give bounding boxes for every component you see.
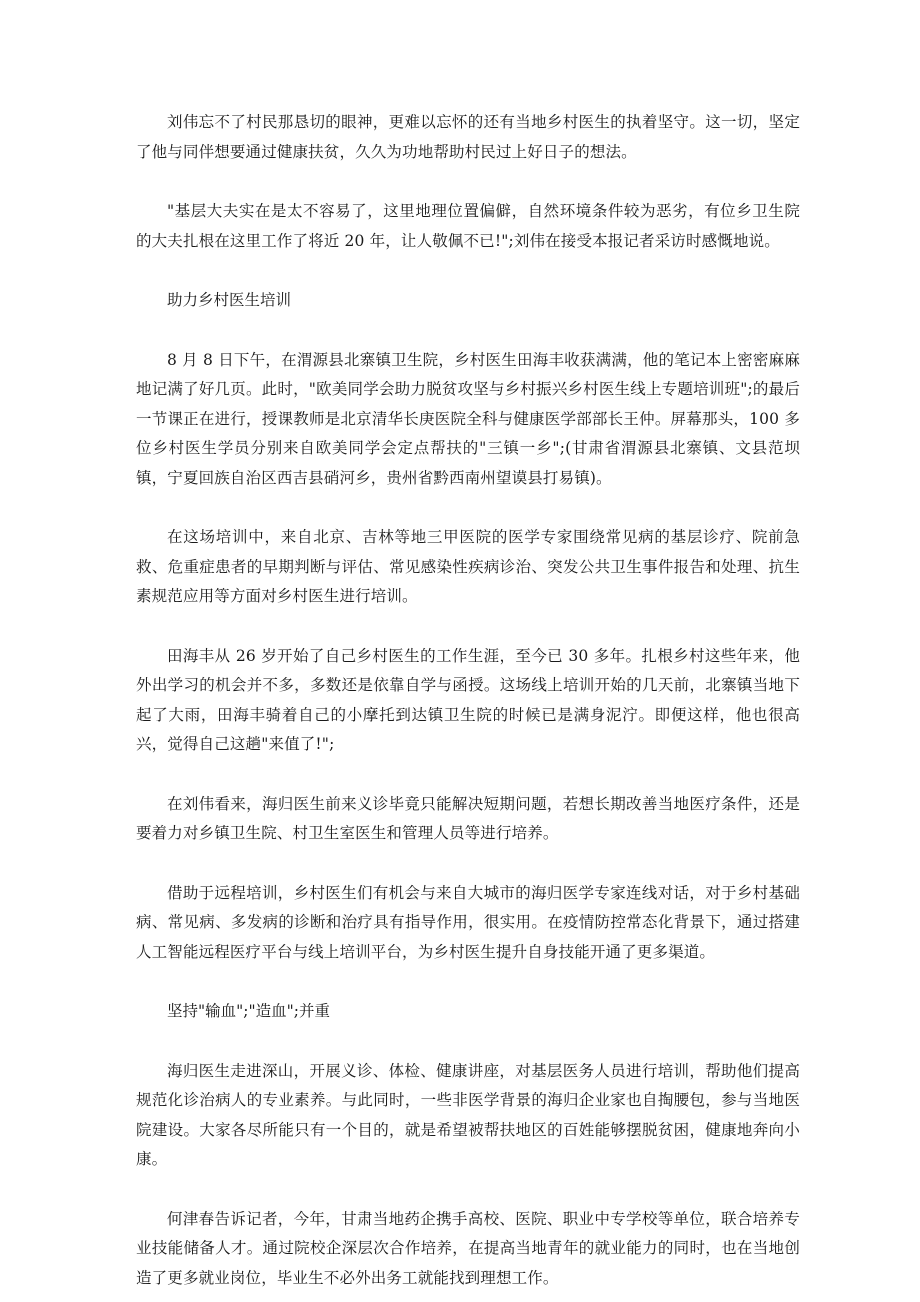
paragraph-4: 在这场培训中，来自北京、吉林等地三甲医院的医学专家围绕常见病的基层诊疗、院前急救、危重症患者的早期判断与评估、常见感染性疾病诊治、突发公共卫生事件报告和处理、抗生素规范应用等方面对乡村医生进行培训。 bbox=[136, 528, 800, 605]
paragraph-5: 田海丰从 26 岁开始了自己乡村医生的工作生涯，至今已 30 多年。扎根乡村这些年来，他外出学习的机会并不多，多数还是依靠自学与函授。这场线上培训开始的几天前，北寨镇当地下起了大雨，田海丰骑着自己的小摩托到达镇卫生院的时候已是满身泥泞。即便这样，他也很高兴，觉得自己这趟"来值了!"; bbox=[136, 646, 800, 753]
paragraph-2: "基层大夫实在是太不容易了，这里地理位置偏僻，自然环境条件较为恶劣，有位乡卫生院的大夫扎根在这里工作了将近 20 年，让人敬佩不已!";刘伟在接受本报记者采访时感慨地说。 bbox=[136, 202, 800, 250]
paragraph-6: 在刘伟看来，海归医生前来义诊毕竟只能解决短期问题，若想长期改善当地医疗条件，还是要着力对乡镇卫生院、村卫生室医生和管理人员等进行培养。 bbox=[136, 794, 800, 842]
paragraph-3: 8 月 8 日下午，在渭源县北寨镇卫生院，乡村医生田海丰收获满满，他的笔记本上密密麻麻地记满了好几页。此时，"欧美同学会助力脱贫攻坚与乡村振兴乡村医生线上专题培训班";的最后一节课正在进行，授课教师是北京清华长庚医院全科与健康医学部部长王仲。屏幕那头，100 多位乡村医生学员分别来自欧美同学会定点帮扶的"三镇一乡";(甘肃省渭源县北寨镇、文县范坝镇，宁夏回族自治区西吉县硝河乡，贵州省黔西南州望谟县打易镇)。 bbox=[136, 350, 800, 487]
section-heading-training: 助力乡村医生培训 bbox=[167, 291, 292, 309]
paragraph-8: 海归医生走进深山，开展义诊、体检、健康讲座，对基层医务人员进行培训，帮助他们提高规范化诊治病人的专业素养。与此同时，一些非医学背景的海归企业家也自掏腰包，参与当地医院建设。大家各尽所能只有一个目的，就是希望被帮扶地区的百姓能够摆脱贫困，健康地奔向小康。 bbox=[136, 1061, 800, 1168]
paragraph-7: 借助于远程培训，乡村医生们有机会与来自大城市的海归医学专家连线对话，对于乡村基础病、常见病、多发病的诊断和治疗具有指导作用，很实用。在疫情防控常态化背景下，通过搭建人工智能远程医疗平台与线上培训平台，为乡村医生提升自身技能开通了更多渠道。 bbox=[136, 883, 800, 961]
paragraph-1: 刘伟忘不了村民那恳切的眼神，更难以忘怀的还有当地乡村医生的执着坚守。这一切，坚定了他与同伴想要通过健康扶贫，久久为功地帮助村民过上好日子的想法。 bbox=[136, 113, 800, 161]
section-heading-blood: 坚持"输血";"造血";并重 bbox=[167, 1002, 330, 1020]
paragraph-9: 何津春告诉记者，今年，甘肃当地药企携手高校、医院、职业中专学校等单位，联合培养专业技能储备人才。通过院校企深层次合作培养，在提高当地青年的就业能力的同时，也在当地创造了更多就业岗位，毕业生不必外出务工就能找到理想工作。 bbox=[136, 1209, 800, 1287]
